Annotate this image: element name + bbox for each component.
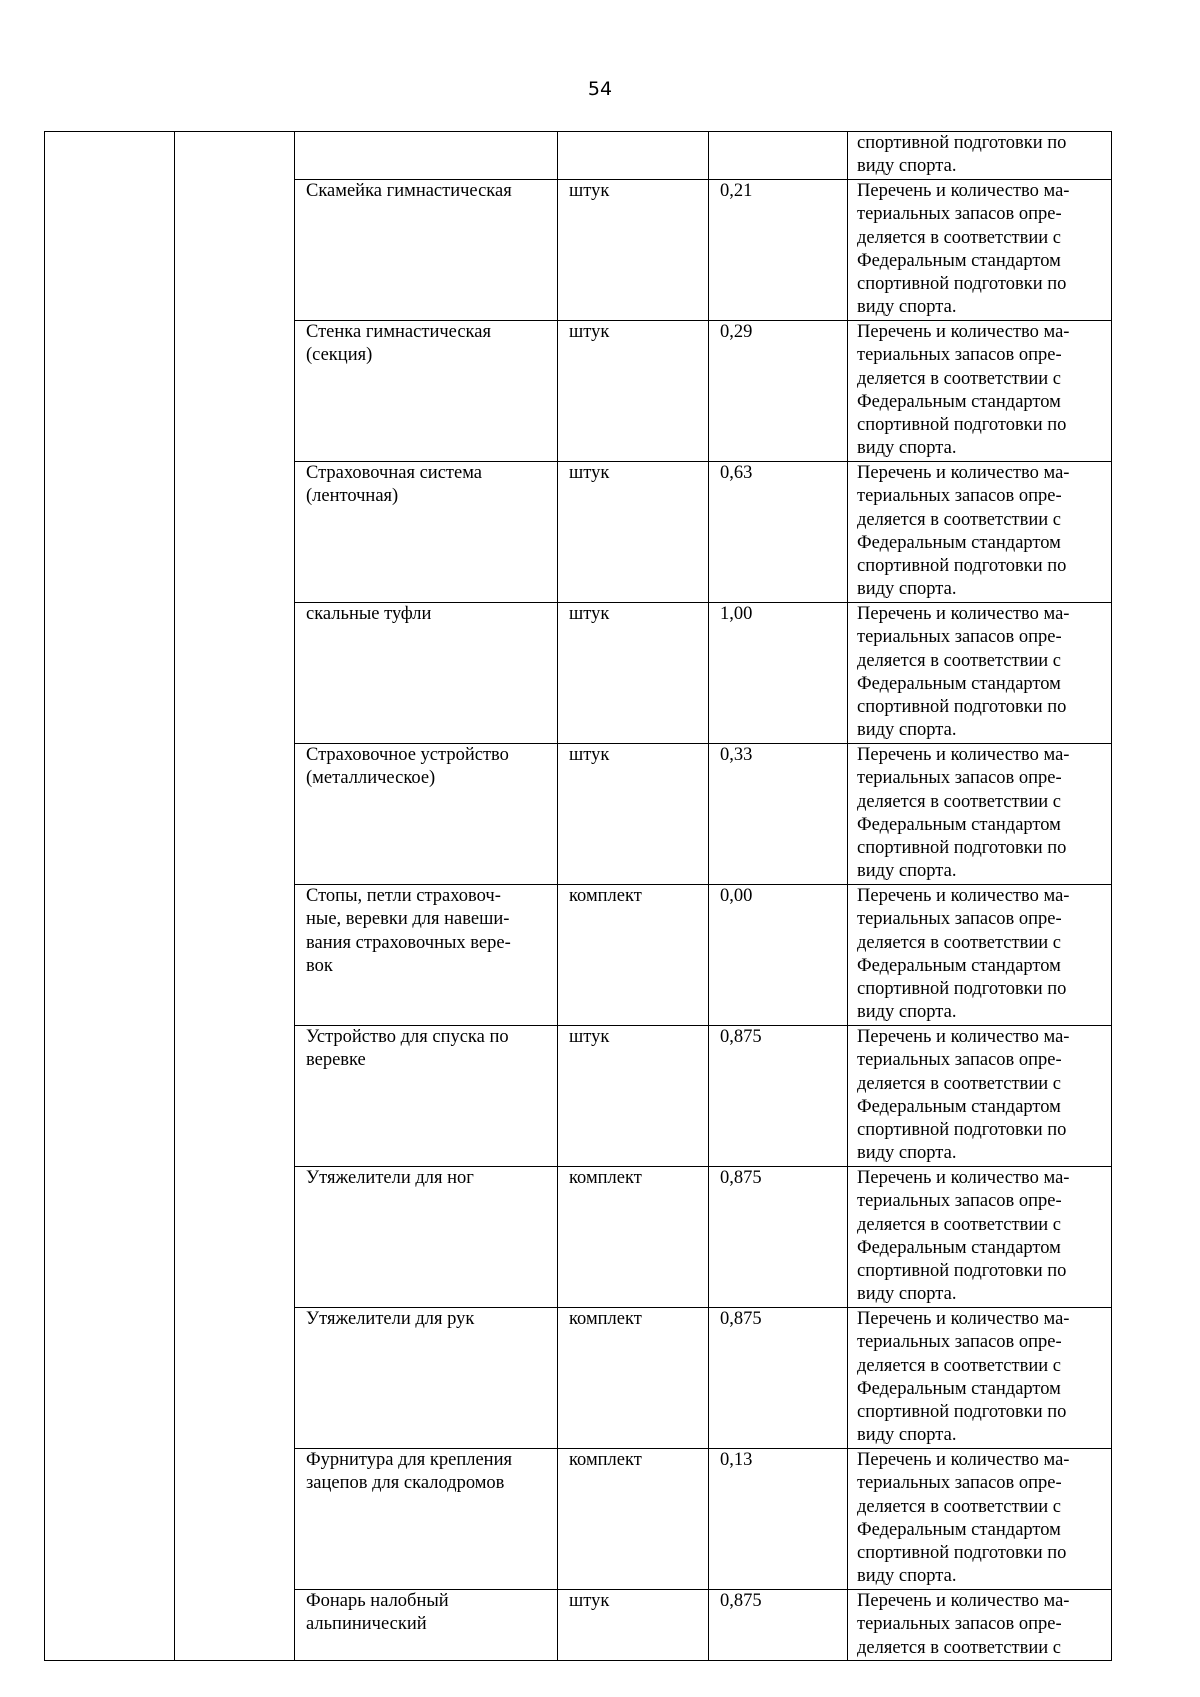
table-cell-unit [558, 1167, 709, 1308]
item-unit: штук [569, 1027, 610, 1047]
table-cell-unit [558, 462, 709, 603]
item-name: Скамейка гимнастическая [306, 181, 512, 201]
table-cell-name [295, 132, 558, 180]
item-note: Перечень и количество ма- териальных запасов опре- деляется в соответствии с Федеральным стандартом спортивной подготовки по виду спорта. [857, 1450, 1070, 1587]
item-note: Перечень и количество ма- териальных запасов опре- деляется в соответствии с Федеральным стандартом спортивной подготовки по виду спорта. [857, 181, 1070, 318]
table-cell-note [848, 1449, 1112, 1590]
equipment-table [44, 131, 1112, 1661]
item-note: Перечень и количество ма- териальных запасов опре- деляется в соответствии с Федеральным стандартом спортивной подготовки по виду спорта. [857, 322, 1070, 459]
item-name: Устройство для спуска по веревке [306, 1027, 509, 1071]
table-cell-unit [558, 1449, 709, 1590]
item-qty: 0,63 [720, 463, 753, 483]
table-cell-note [848, 1167, 1112, 1308]
item-qty: 0,875 [720, 1591, 762, 1611]
table-cell-qty [709, 885, 848, 1026]
table-cell-qty [709, 1167, 848, 1308]
table-cell-name [295, 603, 558, 744]
table-cell-name [295, 1167, 558, 1308]
item-note: Перечень и количество ма- териальных запасов опре- деляется в соответствии с [857, 1591, 1070, 1658]
table-cell-note [848, 180, 1112, 321]
table-cell-name [295, 180, 558, 321]
table-cell-qty [709, 1308, 848, 1449]
table-cell-qty [709, 321, 848, 462]
table-cell-unit [558, 1590, 709, 1661]
item-unit: штук [569, 181, 610, 201]
item-qty: 0,00 [720, 886, 753, 906]
item-note: Перечень и количество ма- териальных запасов опре- деляется в соответствии с Федеральным стандартом спортивной подготовки по виду спорта. [857, 1027, 1070, 1164]
table-cell-name [295, 1026, 558, 1167]
item-note: Перечень и количество ма- териальных запасов опре- деляется в соответствии с Федеральным стандартом спортивной подготовки по виду спорта. [857, 463, 1070, 600]
item-name: Фонарь налобный альпинический [306, 1591, 449, 1635]
table-cell-blank-1 [45, 132, 175, 1661]
table-cell-unit [558, 180, 709, 321]
table-cell-note: спортивной подготовки по виду спорта. [848, 132, 1112, 180]
table-cell-qty [709, 1590, 848, 1661]
item-unit: комплект [569, 886, 642, 906]
table-cell-qty [709, 603, 848, 744]
table-cell-note [848, 1026, 1112, 1167]
item-note: Перечень и количество ма- териальных запасов опре- деляется в соответствии с Федеральным стандартом спортивной подготовки по виду спорта. [857, 1168, 1070, 1305]
item-name: Стенка гимнастическая (секция) [306, 322, 491, 366]
item-note: Перечень и количество ма- териальных запасов опре- деляется в соответствии с Федеральным стандартом спортивной подготовки по виду спорта. [857, 886, 1070, 1023]
page-number: 54 [587, 78, 613, 100]
table-cell-note [848, 462, 1112, 603]
item-qty: 0,875 [720, 1027, 762, 1047]
table-cell-unit [558, 1026, 709, 1167]
table-cell-unit [558, 321, 709, 462]
table-cell-name [295, 321, 558, 462]
item-qty: 0,875 [720, 1309, 762, 1329]
item-unit: штук [569, 1591, 610, 1611]
item-name: Фурнитура для крепления зацепов для скалодромов [306, 1450, 512, 1494]
table-cell-name [295, 744, 558, 885]
item-unit: штук [569, 745, 610, 765]
item-unit: комплект [569, 1168, 642, 1188]
table-cell-note [848, 744, 1112, 885]
item-unit: штук [569, 463, 610, 483]
table-cell-blank-2 [175, 132, 295, 1661]
item-name: скальные туфли [306, 604, 432, 624]
item-name: Стопы, петли страховоч- ные, веревки для навеши- вания страховочных вере- вок [306, 886, 511, 976]
item-qty: 0,21 [720, 181, 753, 201]
item-name: Страховочное устройство (металлическое) [306, 745, 509, 789]
item-name: Утяжелители для рук [306, 1309, 475, 1329]
table-cell-unit [558, 885, 709, 1026]
table-cell-qty [709, 462, 848, 603]
item-qty: 0,13 [720, 1450, 753, 1470]
item-unit: штук [569, 322, 610, 342]
table-row-continuation [45, 132, 1112, 180]
item-unit: комплект [569, 1450, 642, 1470]
item-unit: штук [569, 604, 610, 624]
table-cell-name [295, 885, 558, 1026]
table-cell-unit [558, 603, 709, 744]
table-cell-name [295, 1590, 558, 1661]
table-cell-note [848, 885, 1112, 1026]
table-cell-unit [558, 132, 709, 180]
table-cell-qty [709, 132, 848, 180]
item-unit: комплект [569, 1309, 642, 1329]
table-cell-note [848, 1308, 1112, 1449]
table-cell-name [295, 462, 558, 603]
item-qty: 0,875 [720, 1168, 762, 1188]
table-cell-name [295, 1449, 558, 1590]
item-note: Перечень и количество ма- териальных запасов опре- деляется в соответствии с Федеральным стандартом спортивной подготовки по виду спорта. [857, 745, 1070, 882]
table-cell-note [848, 321, 1112, 462]
table-cell-unit [558, 1308, 709, 1449]
table-cell-name [295, 1308, 558, 1449]
item-qty: 1,00 [720, 604, 753, 624]
table-cell-note [848, 603, 1112, 744]
table-cell-qty [709, 744, 848, 885]
table-cell-qty [709, 1026, 848, 1167]
table-cell-note [848, 1590, 1112, 1661]
table-cell-qty [709, 1449, 848, 1590]
item-qty: 0,33 [720, 745, 753, 765]
table-cell-qty [709, 180, 848, 321]
item-qty: 0,29 [720, 322, 753, 342]
item-name: Утяжелители для ног [306, 1168, 474, 1188]
table-cell-unit [558, 744, 709, 885]
item-note: Перечень и количество ма- териальных запасов опре- деляется в соответствии с Федеральным стандартом спортивной подготовки по виду спорта. [857, 1309, 1070, 1446]
item-name: Страховочная система (ленточная) [306, 463, 483, 507]
item-note: Перечень и количество ма- териальных запасов опре- деляется в соответствии с Федеральным стандартом спортивной подготовки по виду спорта. [857, 604, 1070, 741]
